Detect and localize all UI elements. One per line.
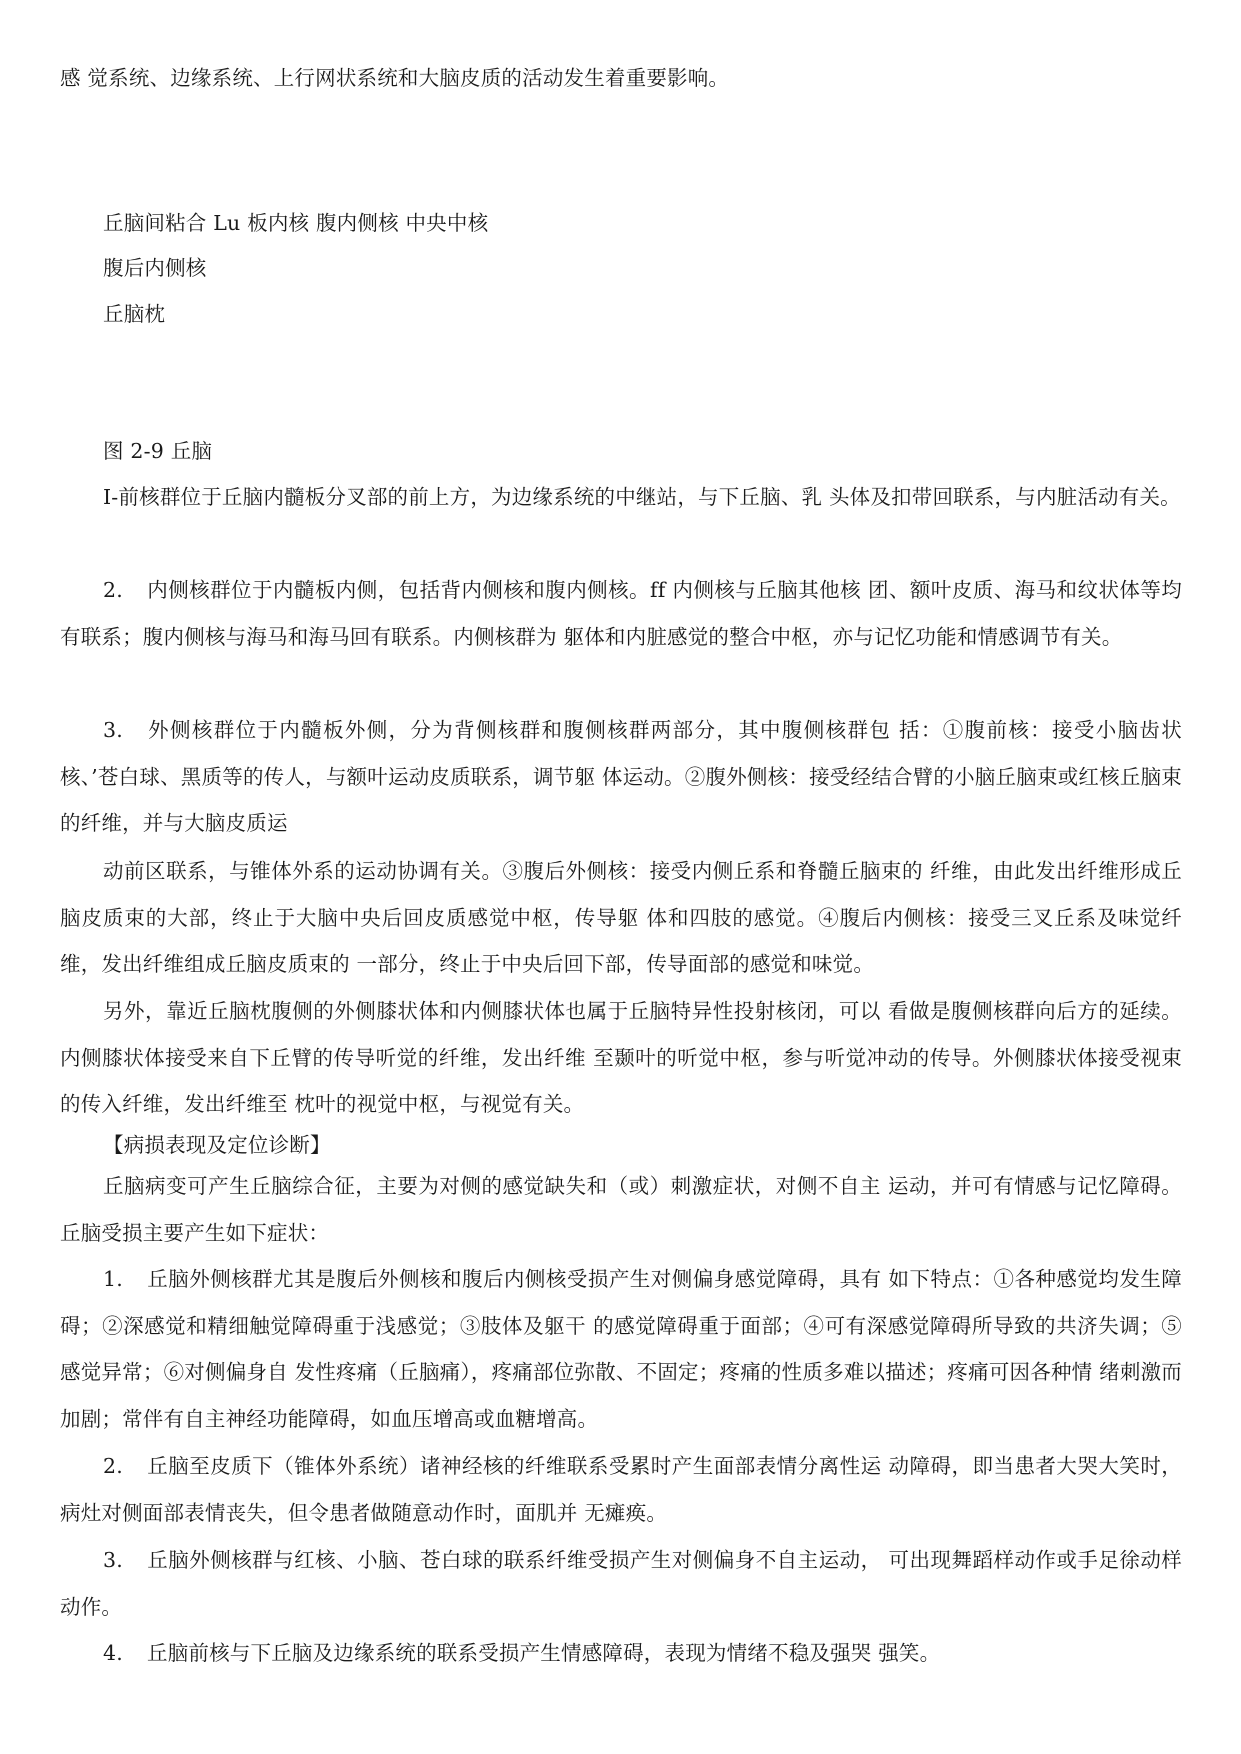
paragraph-geniculate-bodies: 另外，靠近丘脑枕腹侧的外侧膝状体和内侧膝状体也属于丘脑特异性投射核闭，可以 看做是腹侧核群向后方的延续。内侧膝状体接受来自下丘臂的传导听觉的纤维，发出纤维 至颞叶的听觉中枢，参与听觉冲动的传导。外侧膝状体接受视束的传入纤维，发出纤维至 枕叶的视觉中枢，与视觉有关。 [60,999,1182,1116]
paragraph-text: 丘脑前核与下丘脑及边缘系统的联系受损产生情感障碍，表现为情绪不稳及强哭 强笑。 [147,1641,941,1665]
item-number: 2. [103,578,123,602]
paragraph-text: 丘脑外侧核群与红核、小脑、苍白球的联系纤维受损产生对侧偏身不自主运动， 可出现舞蹈样动作或手足徐动样动作。 [60,1548,1182,1619]
item-number: 4. [103,1641,123,1665]
paragraph-text: 外侧核群位于内髓板外侧，分为背侧核群和腹侧核群两部分，其中腹侧核群包 括：①腹前核：接受小脑齿状核、’苍白球、黑质等的传人，与额叶运动皮质联系，调节躯 体运动。②腹外侧核：接受经结合臂的小脑丘脑束或红核丘脑束的纤维，并与大脑皮质运 [60,718,1182,835]
paragraph-anterior-nuclei: I-前核群位于丘脑内髓板分叉部的前上方，为边缘系统的中继站，与下丘脑、乳 头体及扣带回联系，与内脏活动有关。 [103,485,1181,509]
paragraph-lateral-nuclei [60,707,1182,847]
paragraph-medial-nuclei [60,567,1182,660]
item-number: 3. [103,718,123,742]
paragraph-symptom-3 [60,1537,1182,1630]
continued-text-line: 感 觉系统、边缘系统、上行网状系统和大脑皮质的活动发生着重要影响。 [60,66,730,90]
paragraph-symptom-4 [60,1630,1182,1677]
paragraph-symptom-2 [60,1443,1182,1536]
paragraph-text: 丘脑外侧核群尤其是腹后外侧核和腹后内侧核受损产生对侧偏身感觉障碍，具有 如下特点：①各种感觉均发生障碍；②深感觉和精细触觉障碍重于浅感觉；③肢体及躯干 的感觉障碍重于面部；④可有深感觉障碍所导致的共济失调；⑤感觉异常；⑥对侧偏身自 发性疼痛（丘脑痛），疼痛部位弥散、不固定；疼痛的性质多难以描述；疼痛可因各种情 绪刺激而加剧；常伴有自主神经功能障碍，如血压增高或血糖增高。 [60,1267,1182,1431]
item-number: 2. [103,1454,123,1478]
figure-label-row-3: 丘脑枕 [103,302,166,326]
section-heading: 【病损表现及定位诊断】 [103,1133,331,1157]
paragraph-ventral-continued: 动前区联系，与锥体外系的运动协调有关。③腹后外侧核：接受内侧丘系和脊髓丘脑束的 纤维，由此发出纤维形成丘脑皮质束的大部，终止于大脑中央后回皮质感觉中枢，传导躯 体和四肢的感觉。④腹后内侧核：接受三叉丘系及味觉纤维，发出纤维组成丘脑皮质束的 一部分，终止于中央后回下部，传导面部的感觉和味觉。 [60,859,1182,976]
figure-label-row-1: 丘脑间粘合 Lu 板内核 腹内侧核 中央中核 [103,211,489,235]
item-number: 3. [103,1548,123,1572]
paragraph-text: 内侧核群位于内髓板内侧，包括背内侧核和腹内侧核。ff 内侧核与丘脑其他核 团、额叶皮质、海马和纹状体等均有联系；腹内侧核与海马和海马回有联系。内侧核群为 躯体和内脏感觉的整合中枢，亦与记忆功能和情感调节有关。 [60,578,1182,649]
paragraph-text: 丘脑至皮质下（锥体外系统）诸神经核的纤维联系受累时产生面部表情分离性运 动障碍，即当患者大哭大笑时，病灶对侧面部表情丧失，但令患者做随意动作时，面肌并 无瘫痪。 [60,1454,1182,1525]
figure-caption: 图 2-9 丘脑 [103,439,213,463]
figure-label-row-2: 腹后内侧核 [103,256,207,280]
item-number: 1. [103,1267,123,1291]
paragraph-symptom-1 [60,1256,1182,1442]
paragraph-thalamic-syndrome: 丘脑病变可产生丘脑综合征，主要为对侧的感觉缺失和（或）刺激症状，对侧不自主 运动，并可有情感与记忆障碍。丘脑受损主要产生如下症状： [60,1174,1182,1245]
